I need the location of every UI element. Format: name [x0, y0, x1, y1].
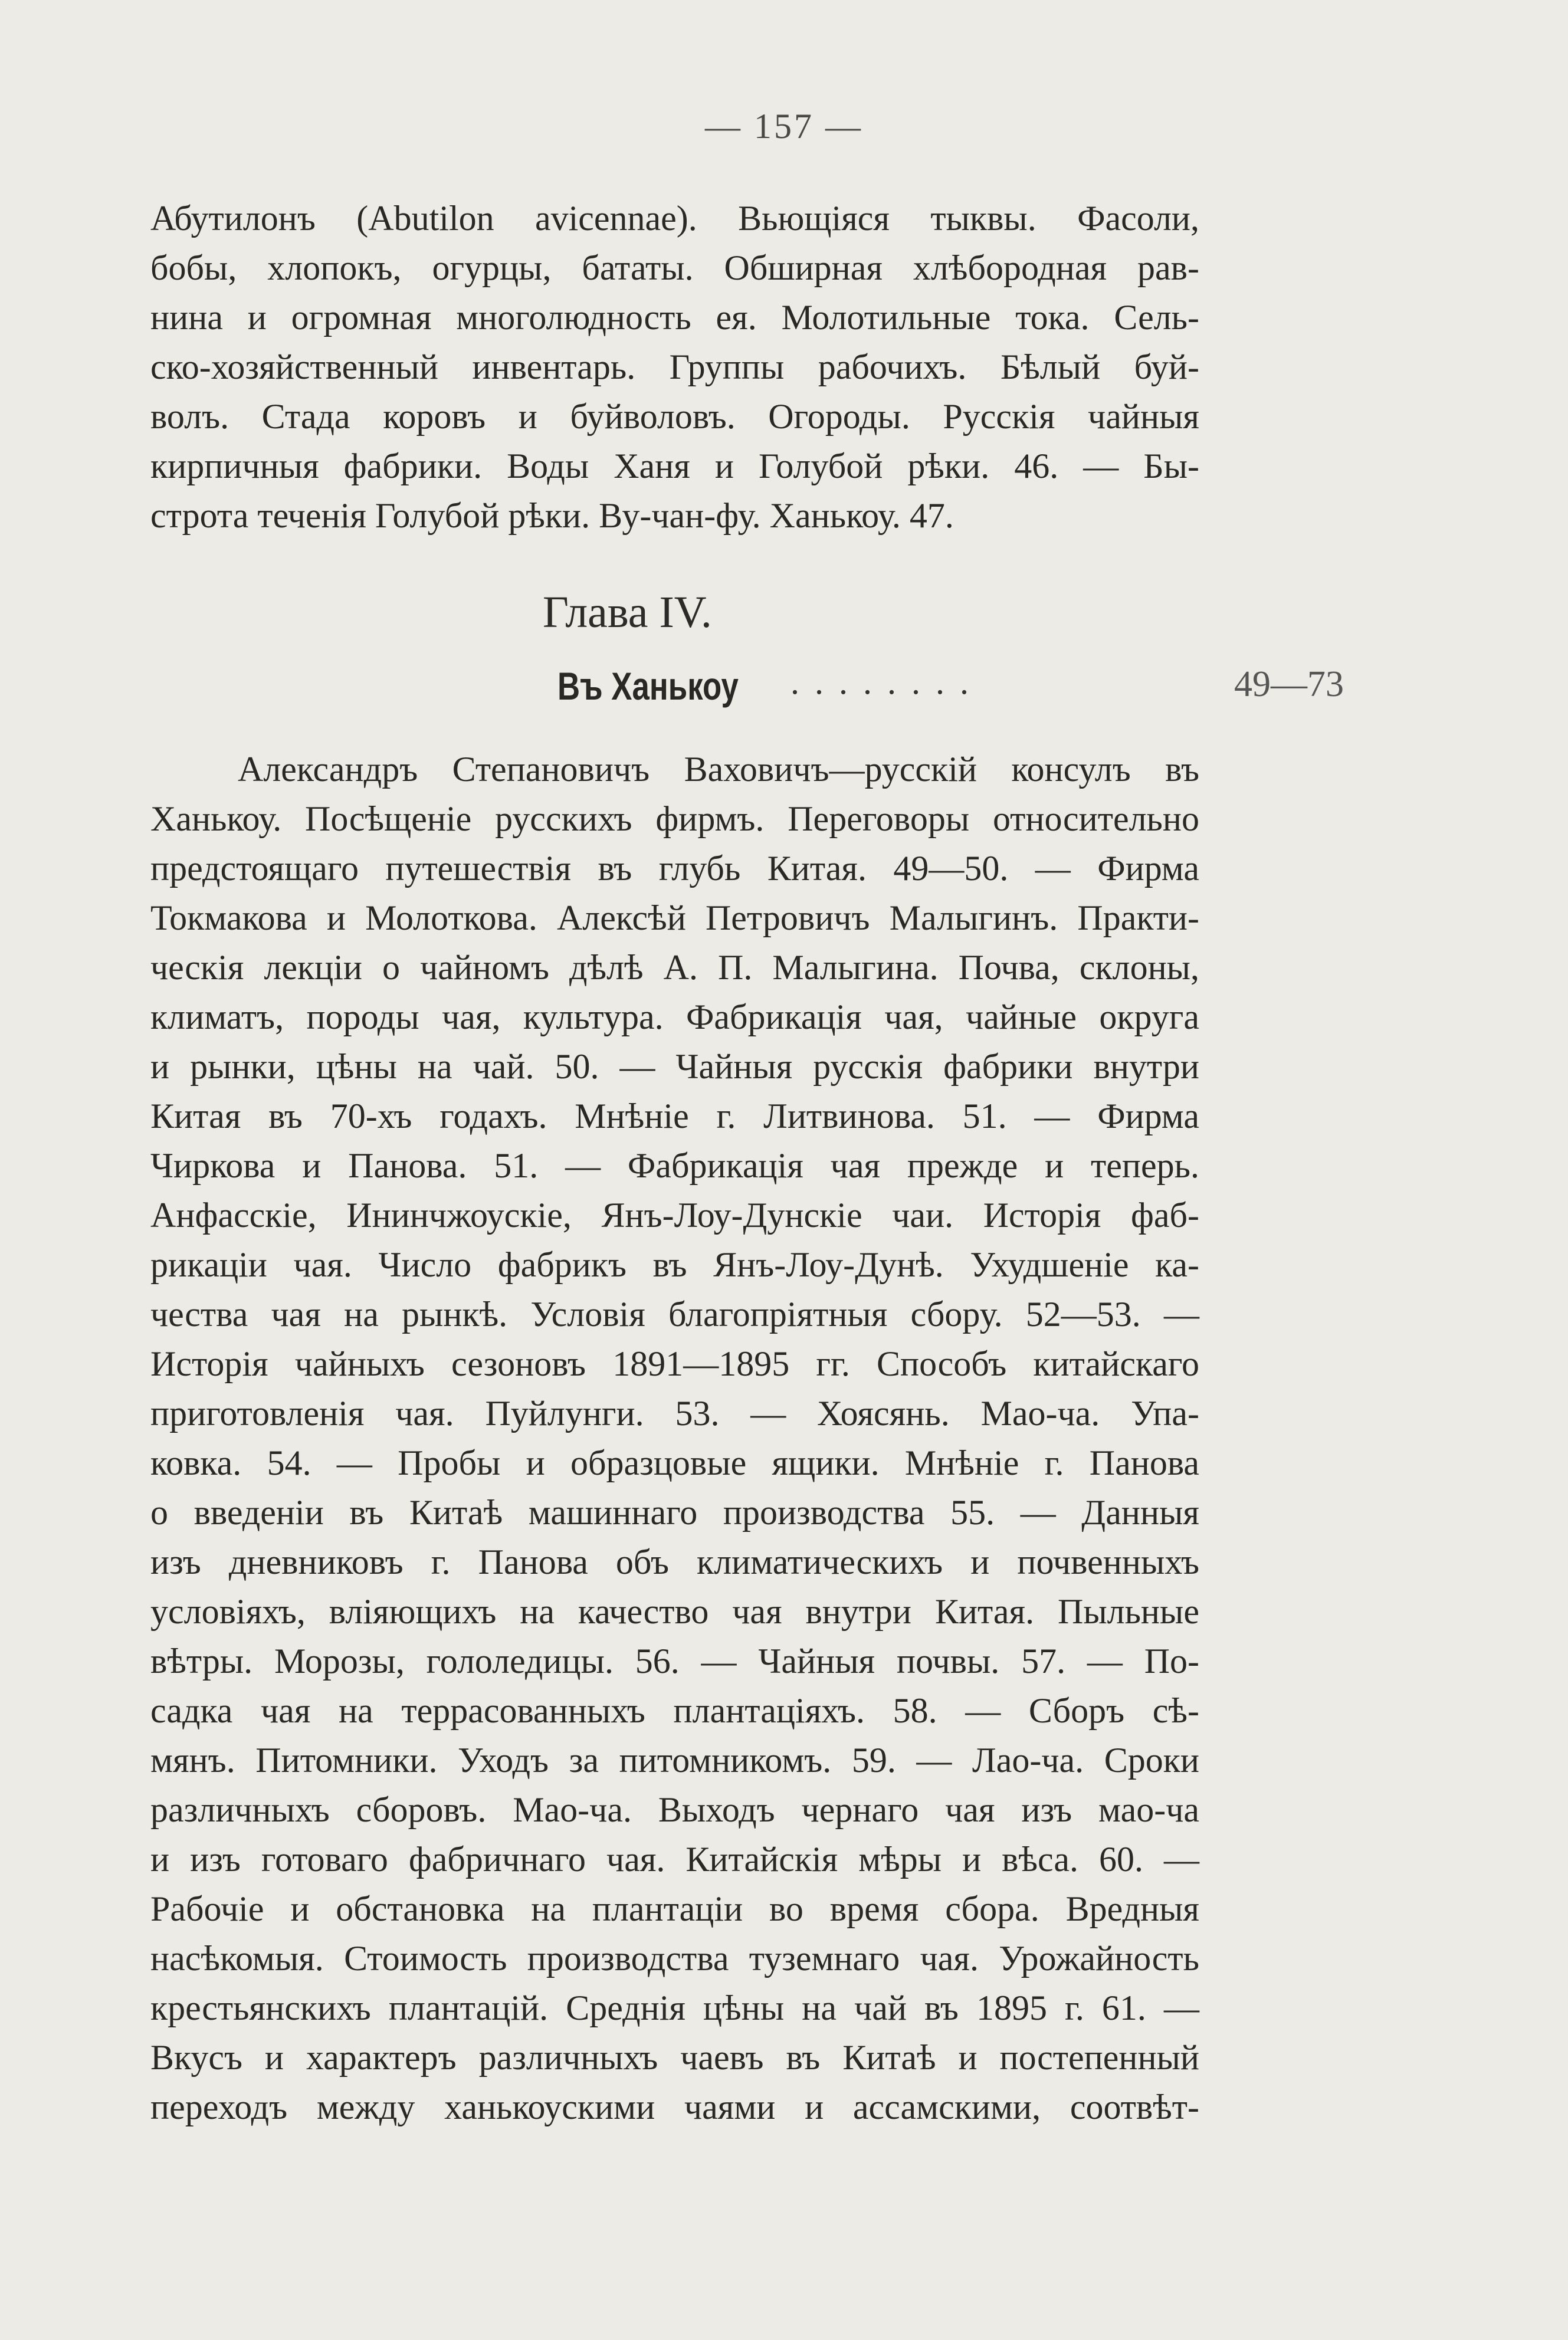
text-line: переходъ между ханькоускими чаями и ассамскими, соотвѣт-	[150, 2088, 1199, 2126]
text-line: ковка. 54. — Пробы и образцовые ящики. Мнѣніе г. Панова	[150, 1443, 1199, 1482]
text-line: кирпичныя фабрики. Воды Ханя и Голубой рѣки. 46. — Бы-	[150, 447, 1199, 485]
text-line: и изъ готоваго фабричнаго чая. Китайскія мѣры и вѣса. 60. —	[150, 1840, 1199, 1879]
text-line: Вкусъ и характеръ различныхъ чаевъ въ Китаѣ и постепенный	[150, 2038, 1199, 2077]
text-line: о введеніи въ Китаѣ машиннаго производства 55. — Данныя	[150, 1493, 1199, 1532]
text-line: рикаціи чая. Число фабрикъ въ Янъ-Лоу-Дунѣ. Ухудшеніе ка-	[150, 1245, 1199, 1284]
page-number: — 157 —	[705, 107, 863, 146]
text-line: Чиркова и Панова. 51. — Фабрикація чая прежде и теперь.	[150, 1146, 1199, 1185]
chapter-title: Въ Ханькоу	[557, 664, 739, 708]
text-line: нина и огромная многолюдность ея. Молотильные тока. Сель-	[150, 298, 1199, 337]
text-line: Анфасскіе, Ининчжоускіе, Янъ-Лоу-Дунскіе чаи. Исторія фаб-	[150, 1196, 1199, 1235]
text-line: насѣкомыя. Стоимость производства туземнаго чая. Урожайность	[150, 1939, 1199, 1978]
text-line: чества чая на рынкѣ. Условія благопріятныя сбору. 52—53. —	[150, 1295, 1199, 1334]
intro-paragraph	[150, 193, 1199, 540]
text-line: условіяхъ, вліяющихъ на качество чая внутри Китая. Пыльные	[150, 1592, 1199, 1631]
text-line: Рабочіе и обстановка на плантаціи во время сбора. Вредныя	[150, 1889, 1199, 1928]
text-line: предстоящаго путешествія въ глубь Китая. 49—50. — Фирма	[150, 849, 1199, 888]
text-line: изъ дневниковъ г. Панова объ климатическихъ и почвенныхъ	[150, 1543, 1199, 1581]
text-line: Токмакова и Молоткова. Алексѣй Петровичъ Малыгинъ. Практи-	[150, 898, 1199, 937]
text-line: Ханькоу. Посѣщеніе русскихъ фирмъ. Переговоры относительно	[150, 799, 1199, 838]
text-line: садка чая на террасованныхъ плантаціяхъ. 58. — Сборъ сѣ-	[150, 1691, 1199, 1730]
dot-leader: ........	[790, 662, 984, 701]
text-line: ческія лекціи о чайномъ дѣлѣ А. П. Малыгина. Почва, склоны,	[150, 948, 1199, 987]
text-line: Китая въ 70-хъ годахъ. Мнѣніе г. Литвинова. 51. — Фирма	[150, 1097, 1199, 1135]
text-line: климатъ, породы чая, культура. Фабрикація чая, чайные округа	[150, 997, 1199, 1036]
chapter-summary-paragraph	[150, 744, 1199, 2132]
text-line: строта теченія Голубой рѣки. Ву-чан-фу. Ханькоу. 47.	[150, 496, 954, 535]
text-line: бобы, хлопокъ, огурцы, бататы. Обширная хлѣбородная рав-	[150, 248, 1199, 287]
text-line: и рынки, цѣны на чай. 50. — Чайныя русскія фабрики внутри	[150, 1047, 1199, 1086]
text-line: различныхъ сборовъ. Мао-ча. Выходъ чернаго чая изъ мао-ча	[150, 1790, 1199, 1829]
chapter-page-range: 49—73	[1234, 664, 1344, 704]
text-line: крестьянскихъ плантацій. Среднія цѣны на чай въ 1895 г. 61. —	[150, 1988, 1199, 2027]
chapter-heading: Глава IV.	[543, 588, 712, 637]
text-line: Александръ Степановичъ Ваховичъ—русскій консулъ въ	[238, 750, 1199, 789]
text-line: приготовленія чая. Пуйлунги. 53. — Хоясянь. Мао-ча. Упа-	[150, 1394, 1199, 1433]
text-line: ско-хозяйственный инвентарь. Группы рабочихъ. Бѣлый буй-	[150, 347, 1199, 386]
text-line: волъ. Стада коровъ и буйволовъ. Огороды. Русскія чайныя	[150, 397, 1199, 436]
text-line: мянъ. Питомники. Уходъ за питомникомъ. 59. — Лао-ча. Сроки	[150, 1741, 1199, 1780]
text-line: вѣтры. Морозы, гололедицы. 56. — Чайныя почвы. 57. — По-	[150, 1642, 1199, 1681]
text-line: Исторія чайныхъ сезоновъ 1891—1895 гг. Способъ китайскаго	[150, 1344, 1199, 1383]
text-line: Абутилонъ (Abutilon avicennae). Вьющіяся тыквы. Фасоли,	[150, 199, 1199, 238]
